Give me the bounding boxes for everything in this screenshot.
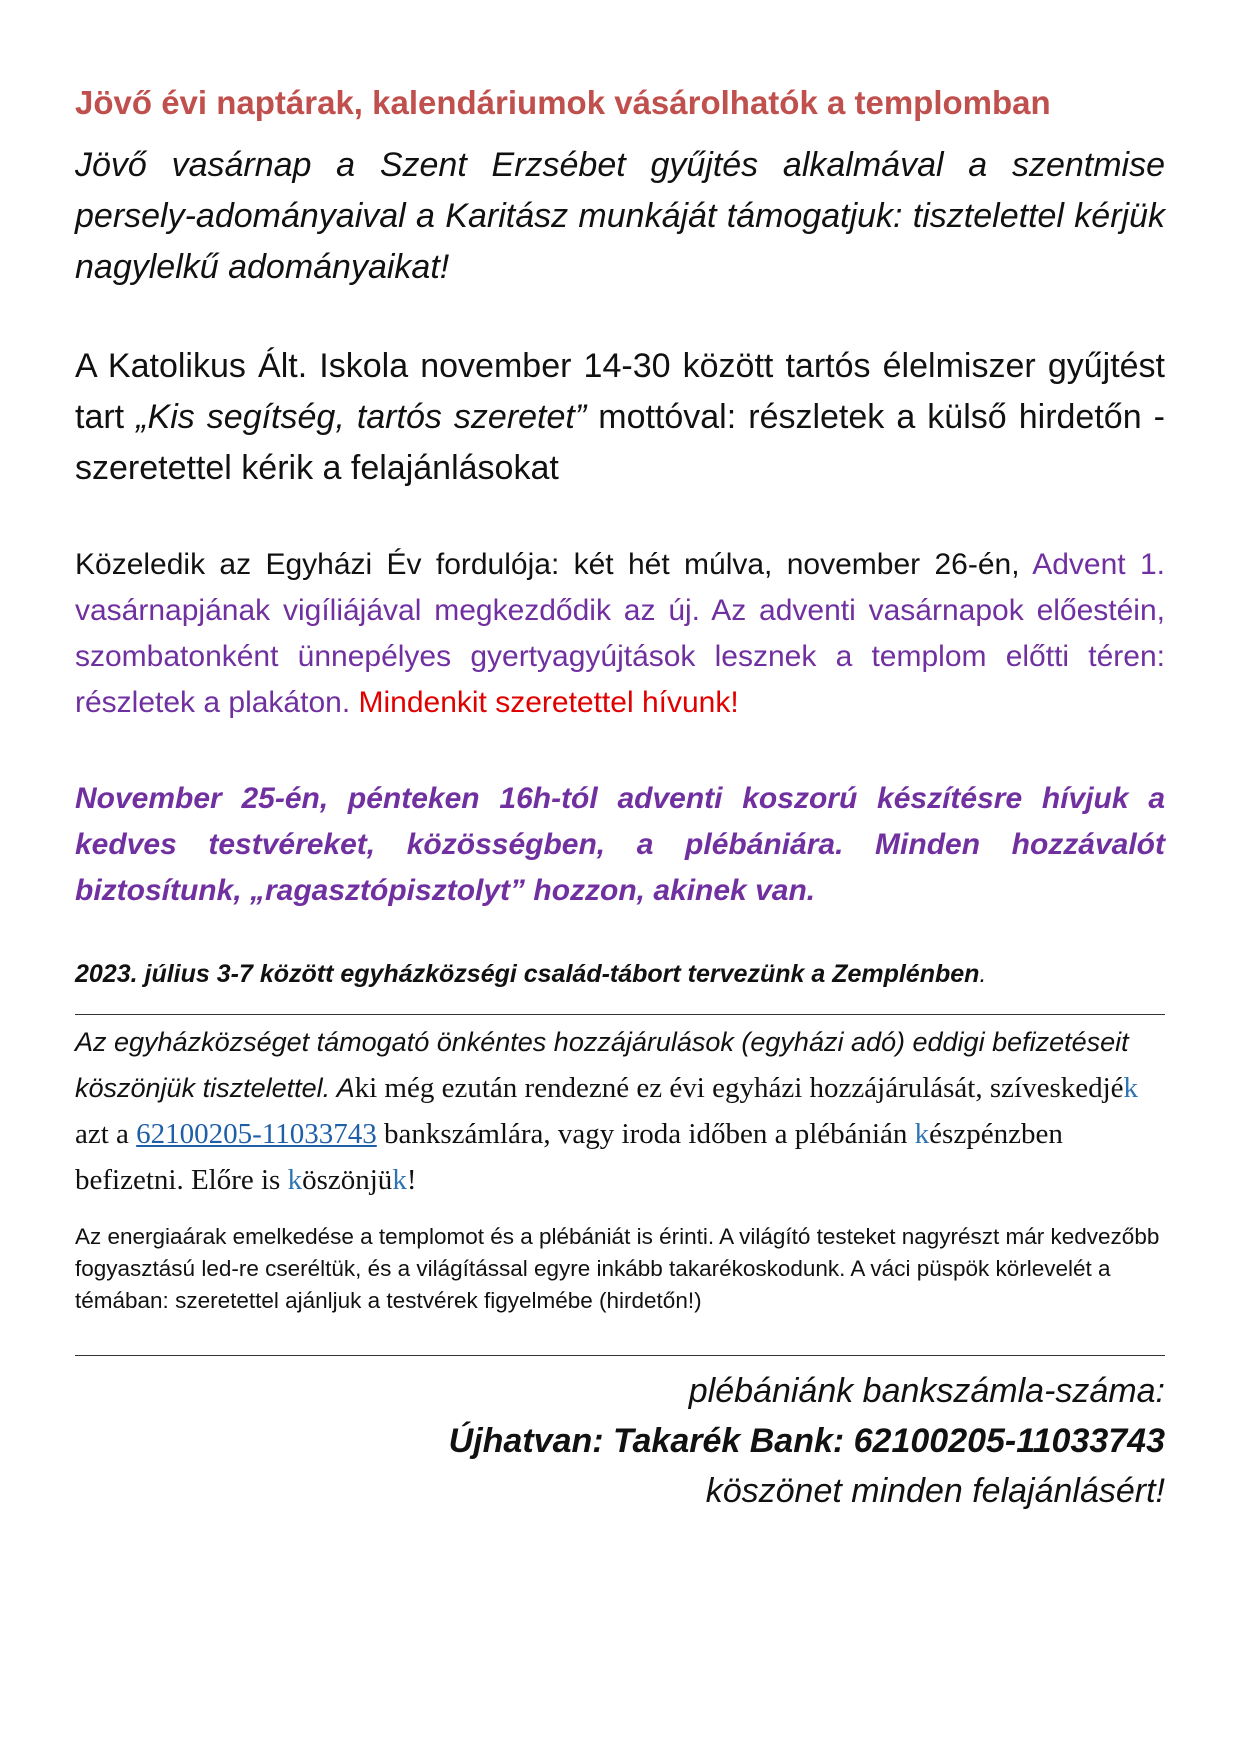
divider-bottom bbox=[75, 1355, 1165, 1356]
ado-blue-k-2: k bbox=[914, 1118, 930, 1150]
iskola-motto: „Kis segítség, tartós szeretet” bbox=[136, 398, 587, 436]
notice-szent-erzsebet: Jövő vasárnap a Szent Erzsébet gyűjtés alkalmával a szentmise persely-adományaival a Karitász munkáját támogatjuk: tisztelettel kérjük nagylelkű adományaikat! bbox=[75, 146, 1165, 286]
iskola-text-1: A Katolikus Ált. Iskola november 14-30 között tartós élelmiszer gyűjtést tart bbox=[75, 347, 1165, 436]
notice-koszoru: November 25-én, pénteken 16h-tól adventi koszorú készítésre hívjuk a kedves testvéreket, közösségben, a plébániára. Minden hozzávalót biztosítunk, „ragasztópisztolyt” hozzon, akinek van. bbox=[75, 782, 1165, 907]
notice-energia: Az energiaárak emelkedése a templomot és a plébániát is érinti. A világító testeket nagyrészt már kedvezőbb fogyasztású led-re cseréltük, és a világítással egyre inkább takarékoskodunk. A váci püspök körlevelét a témában: szeretettel ajánljuk a testvérek figyelmébe (hirdetőn!) bbox=[75, 1224, 1160, 1313]
egyhazi-text-1: Közeledik az Egyházi Év fordulója: két hét múlva, november 26-én, bbox=[75, 548, 1033, 581]
ado-blue-k-4: k bbox=[392, 1164, 407, 1196]
footer-bank-account: Újhatvan: Takarék Bank: 62100205-11033743 bbox=[448, 1422, 1165, 1460]
ado-text-2: azt a bbox=[75, 1118, 137, 1150]
egyhazi-invite-text: Mindenkit szeretettel hívunk! bbox=[350, 686, 739, 719]
divider-top bbox=[75, 1014, 1165, 1015]
ado-text-5: öszönjü bbox=[302, 1164, 393, 1196]
notice-egyhazi-ev bbox=[75, 542, 1165, 726]
ado-text-6: ! bbox=[406, 1164, 417, 1196]
ado-text-3: bankszámlára, vagy iroda időben a plébánián bbox=[376, 1118, 915, 1150]
notice-tabor bbox=[75, 956, 1165, 992]
footer-bank-info bbox=[75, 1366, 1165, 1516]
notice-iskola bbox=[75, 341, 1165, 494]
ado-blue-k-3: k bbox=[287, 1164, 303, 1196]
footer-line-1: plébániánk bankszámla-száma: bbox=[688, 1372, 1165, 1410]
ado-text-1: ki még ezután rendezné ez évi egyházi hozzájárulását, szíveskedjé bbox=[354, 1072, 1124, 1104]
footer-thanks: köszönet minden felajánlásért! bbox=[705, 1472, 1165, 1510]
bulletin-page bbox=[75, 72, 1165, 1516]
ado-blue-k-1: k bbox=[1123, 1072, 1139, 1104]
ado-text-4: észpénzben befizetni. Előre is bbox=[75, 1118, 1063, 1196]
tabor-period: . bbox=[979, 960, 987, 988]
ado-italic-text: Az egyházközséget támogató önkéntes hozzájárulások (egyházi adó) eddigi befizetéseit köszönjük tisztelettel. A bbox=[75, 1027, 1129, 1103]
egyhazi-advent-text: Advent 1. vasárnapjának vigíliájával megkezdődik az új. Az adventi vasárnapok előestéin, szombatonként ünnepélyes gyertyagyújtások lesznek a templom előtti téren: részletek a plakáton. bbox=[75, 548, 1165, 719]
tabor-text: 2023. július 3-7 között egyházközségi család-tábort tervezünk a Zemplénben bbox=[75, 960, 980, 988]
bank-account-link[interactable]: 62100205-11033743 bbox=[136, 1118, 377, 1150]
iskola-text-2: mottóval: részletek a külső hirdetőn - szeretettel kérik a felajánlásokat bbox=[75, 398, 1165, 487]
heading-calendars: Jövő évi naptárak, kalendáriumok vásárolhatók a templomban bbox=[75, 84, 1051, 121]
notice-egyhazi-ado bbox=[75, 1019, 1165, 1203]
